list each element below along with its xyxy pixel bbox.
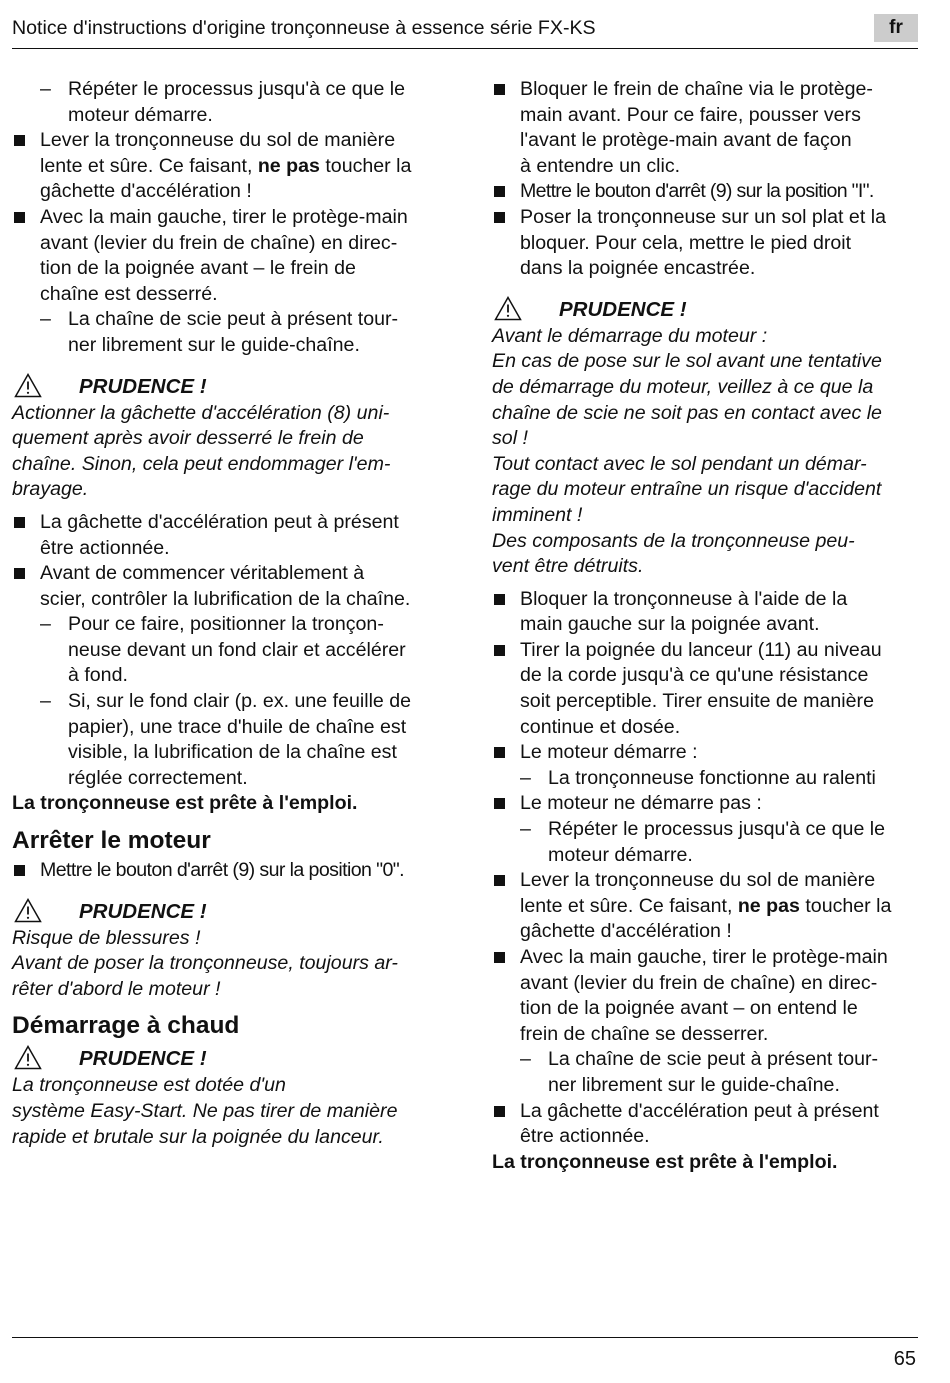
dash-item: – Si, sur le fond clair (p. ex. une feuille de papier), une trace d'huile de chaîne est visible, la lubrification de la chaîne est réglée correctement. xyxy=(40,690,412,789)
square-bullet-icon xyxy=(494,875,505,886)
bullet-item: Bloquer le frein de chaîne via le protège- main avant. Pour ce faire, pousser vers l'avant le protège-main avant de façon à entendre un clic. xyxy=(492,77,922,179)
dash-item: – La chaîne de scie peut à présent tour- ner librement sur le guide-chaîne. xyxy=(40,308,399,356)
bullet-item: Avant de commencer véritablement à scier, contrôler la lubrification de la chaîne. xyxy=(12,561,442,612)
warning-triangle-icon xyxy=(14,898,42,923)
dash-item: – Répéter le processus jusqu'à ce que le moteur démarre. xyxy=(40,78,406,126)
warning-label: PRUDENCE ! xyxy=(79,374,207,398)
square-bullet-icon xyxy=(14,568,25,579)
page-header xyxy=(12,14,918,49)
bullet-item: Lever la tronçonneuse du sol de manière lente et sûre. Ce faisant, ne pas toucher la gâchette d'accélération ! xyxy=(492,868,922,945)
square-bullet-icon xyxy=(494,84,505,95)
square-bullet-icon xyxy=(14,212,25,223)
warning-header xyxy=(12,896,442,926)
bullet-item: Lever la tronçonneuse du sol de manière lente et sûre. Ce faisant, ne pas toucher la gâchette d'accélération ! xyxy=(12,128,442,205)
warning-header xyxy=(492,294,922,324)
bullet-item: La gâchette d'accélération peut à présent être actionnée. xyxy=(12,510,442,561)
section-heading-stop-engine: Arrêter le moteur xyxy=(12,827,211,855)
bullet-item: Avec la main gauche, tirer le protège-main avant (levier du frein de chaîne) en direc- tion de la poignée avant – on entend le frein de chaîne se desserrer. xyxy=(492,945,922,1047)
dash-marker: – xyxy=(520,766,531,789)
square-bullet-icon xyxy=(494,747,505,758)
dash-marker: – xyxy=(520,1048,531,1071)
warning-text: Risque de blessures ! Avant de poser la tronçonneuse, toujours ar- rêter d'abord le moteur ! xyxy=(12,926,398,1000)
warning-header xyxy=(12,371,442,401)
bullet-item: Poser la tronçonneuse sur un sol plat et la bloquer. Pour cela, mettre le pied droit dans la poignée encastrée. xyxy=(492,205,922,282)
dash-item: – Pour ce faire, positionner la tronçon- neuse devant un fond clair et accélérer à fond. xyxy=(40,613,406,687)
bullet-item: Le moteur ne démarre pas : xyxy=(492,791,922,817)
square-bullet-icon xyxy=(494,212,505,223)
right-column xyxy=(492,77,922,1175)
ready-statement: La tronçonneuse est prête à l'emploi. xyxy=(492,1150,838,1173)
warning-triangle-icon xyxy=(494,296,522,321)
warning-text: La tronçonneuse est dotée d'un système Easy-Start. Ne pas tirer de manière rapide et brutale sur la poignée du lanceur. xyxy=(12,1074,398,1148)
square-bullet-icon xyxy=(14,865,25,876)
bullet-item: Bloquer la tronçonneuse à l'aide de la main gauche sur la poignée avant. xyxy=(492,587,922,638)
square-bullet-icon xyxy=(494,645,505,656)
ready-statement: La tronçonneuse est prête à l'emploi. xyxy=(12,792,358,815)
dash-marker: – xyxy=(40,690,51,713)
dash-marker: – xyxy=(40,308,51,331)
square-bullet-icon xyxy=(494,594,505,605)
warning-triangle-icon xyxy=(14,1045,42,1070)
dash-item: – Répéter le processus jusqu'à ce que le moteur démarre. xyxy=(520,818,886,866)
dash-item: – La tronçonneuse fonctionne au ralenti xyxy=(492,766,922,792)
square-bullet-icon xyxy=(494,1106,505,1117)
warning-triangle-icon xyxy=(14,373,42,398)
warning-header xyxy=(12,1043,442,1073)
header-title: Notice d'instructions d'origine tronçonneuse à essence série FX-KS xyxy=(12,17,596,39)
language-badge: fr xyxy=(874,14,918,42)
page-number: 65 xyxy=(893,1348,916,1370)
dash-marker: – xyxy=(520,818,531,841)
bullet-item: La gâchette d'accélération peut à présent être actionnée. xyxy=(492,1099,922,1150)
bullet-item: Avec la main gauche, tirer le protège-main avant (levier du frein de chaîne) en direc- tion de la poignée avant – le frein de chaîne est desserré. xyxy=(12,205,442,307)
dash-marker: – xyxy=(40,78,51,100)
footer-divider xyxy=(12,1337,918,1338)
dash-marker: – xyxy=(40,613,51,636)
warning-label: PRUDENCE ! xyxy=(79,1047,207,1071)
square-bullet-icon xyxy=(494,186,505,197)
warning-text: Actionner la gâchette d'accélération (8) uni- quement après avoir desserré le frein de chaîne. Sinon, cela peut endommager l'em- brayage. xyxy=(12,401,391,501)
square-bullet-icon xyxy=(14,135,25,146)
warning-text: Avant le démarrage du moteur : En cas de pose sur le sol avant une tentative de démarrage du moteur, veillez à ce que la chaîne de scie ne soit pas en contact avec le sol ! Tout contact avec le sol pendant un démar- rage du moteur entraîne un risque d'accident imminent ! Des composants de la tronçonneuse peu- vent être détruits. xyxy=(492,324,882,578)
bullet-item: Le moteur démarre : xyxy=(492,740,922,766)
left-column xyxy=(12,77,442,1150)
bullet-item: Tirer la poignée du lanceur (11) au niveau de la corde jusqu'à ce qu'une résistance soit perceptible. Tirer ensuite de manière continue et dosée. xyxy=(492,638,922,740)
dash-item: – La chaîne de scie peut à présent tour- ner librement sur le guide-chaîne. xyxy=(520,1048,879,1096)
warning-label: PRUDENCE ! xyxy=(559,297,687,321)
square-bullet-icon xyxy=(14,517,25,528)
square-bullet-icon xyxy=(494,952,505,963)
square-bullet-icon xyxy=(494,798,505,809)
warning-label: PRUDENCE ! xyxy=(79,899,207,923)
section-heading-warm-start: Démarrage à chaud xyxy=(12,1012,240,1040)
bullet-item: Mettre le bouton d'arrêt (9) sur la position "0". xyxy=(12,858,442,884)
bullet-item: Mettre le bouton d'arrêt (9) sur la position "I". xyxy=(492,179,922,205)
